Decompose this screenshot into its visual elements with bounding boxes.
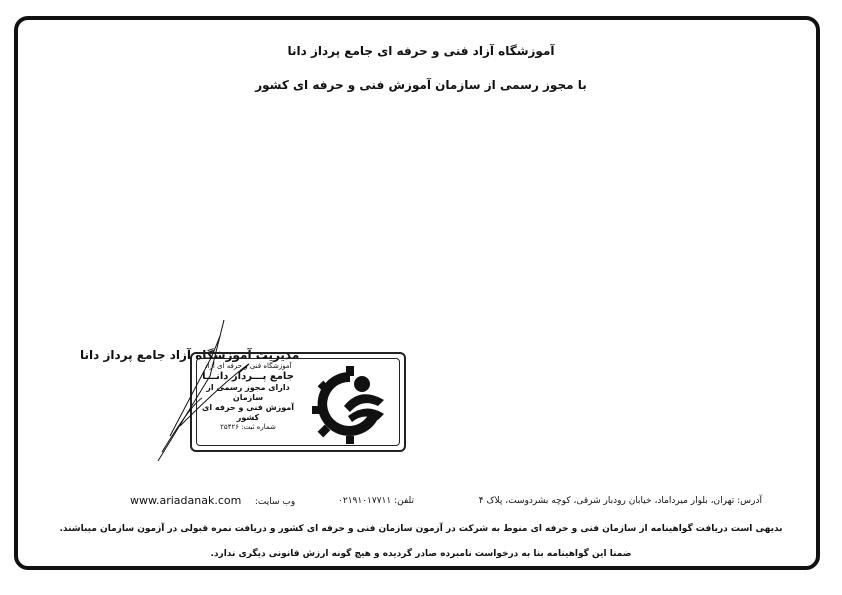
footer-note-1: بدیهی است دریافت گواهینامه از سازمان فنی و حرفه ای منوط به شرکت در آزمون سازمان فنی و حرفه ای کشور و دریافت نمره قبولی در آزمون سازمان میباشند. xyxy=(59,524,783,534)
website-url[interactable]: www.ariadanak.com xyxy=(130,494,242,507)
management-title: مدیریت آموزشگاه آزاد جامع پرداز دانا xyxy=(80,348,300,362)
contact-row xyxy=(0,496,842,512)
stamp-line-4: آموزش فنی و حرفه ای کشور xyxy=(202,403,294,423)
website-block xyxy=(130,494,295,507)
stamp-line-1: آموزشگاه فنی و حرفه ای آزاد xyxy=(204,362,292,370)
gear-logo-icon xyxy=(304,362,396,446)
footer-note-2: ضمنا این گواهینامه بنا به درخواست نامبرده صادر گردیده و هیچ گونه ارزش قانونی دیگری ندارد. xyxy=(210,549,632,559)
stamp-line-3: دارای مجوز رسمی از سازمان xyxy=(206,383,290,403)
institute-stamp xyxy=(190,352,406,452)
stamp-text xyxy=(198,362,298,432)
phone-text: تلفن: ۰۲۱۹۱۰۱۷۷۱۱ xyxy=(338,496,414,506)
license-line: با مجوز رسمی از سازمان آموزش فنی و حرفه ای کشور xyxy=(255,78,587,92)
stamp-line-5: شماره ثبت: ۲۵۴۲۶ xyxy=(220,423,276,432)
institute-name: آموزشگاه آزاد فنی و حرفه ای جامع پرداز دانا xyxy=(287,44,555,58)
stamp-line-2: جامع پـــرداز دانـــا xyxy=(202,370,294,382)
website-label: وب سایت: xyxy=(254,497,296,507)
certificate-border xyxy=(14,16,820,570)
address-text: آدرس: تهران، بلوار میرداماد، خیابان رودبار شرقی، کوچه بشردوست، پلاک ۴ xyxy=(478,496,762,506)
